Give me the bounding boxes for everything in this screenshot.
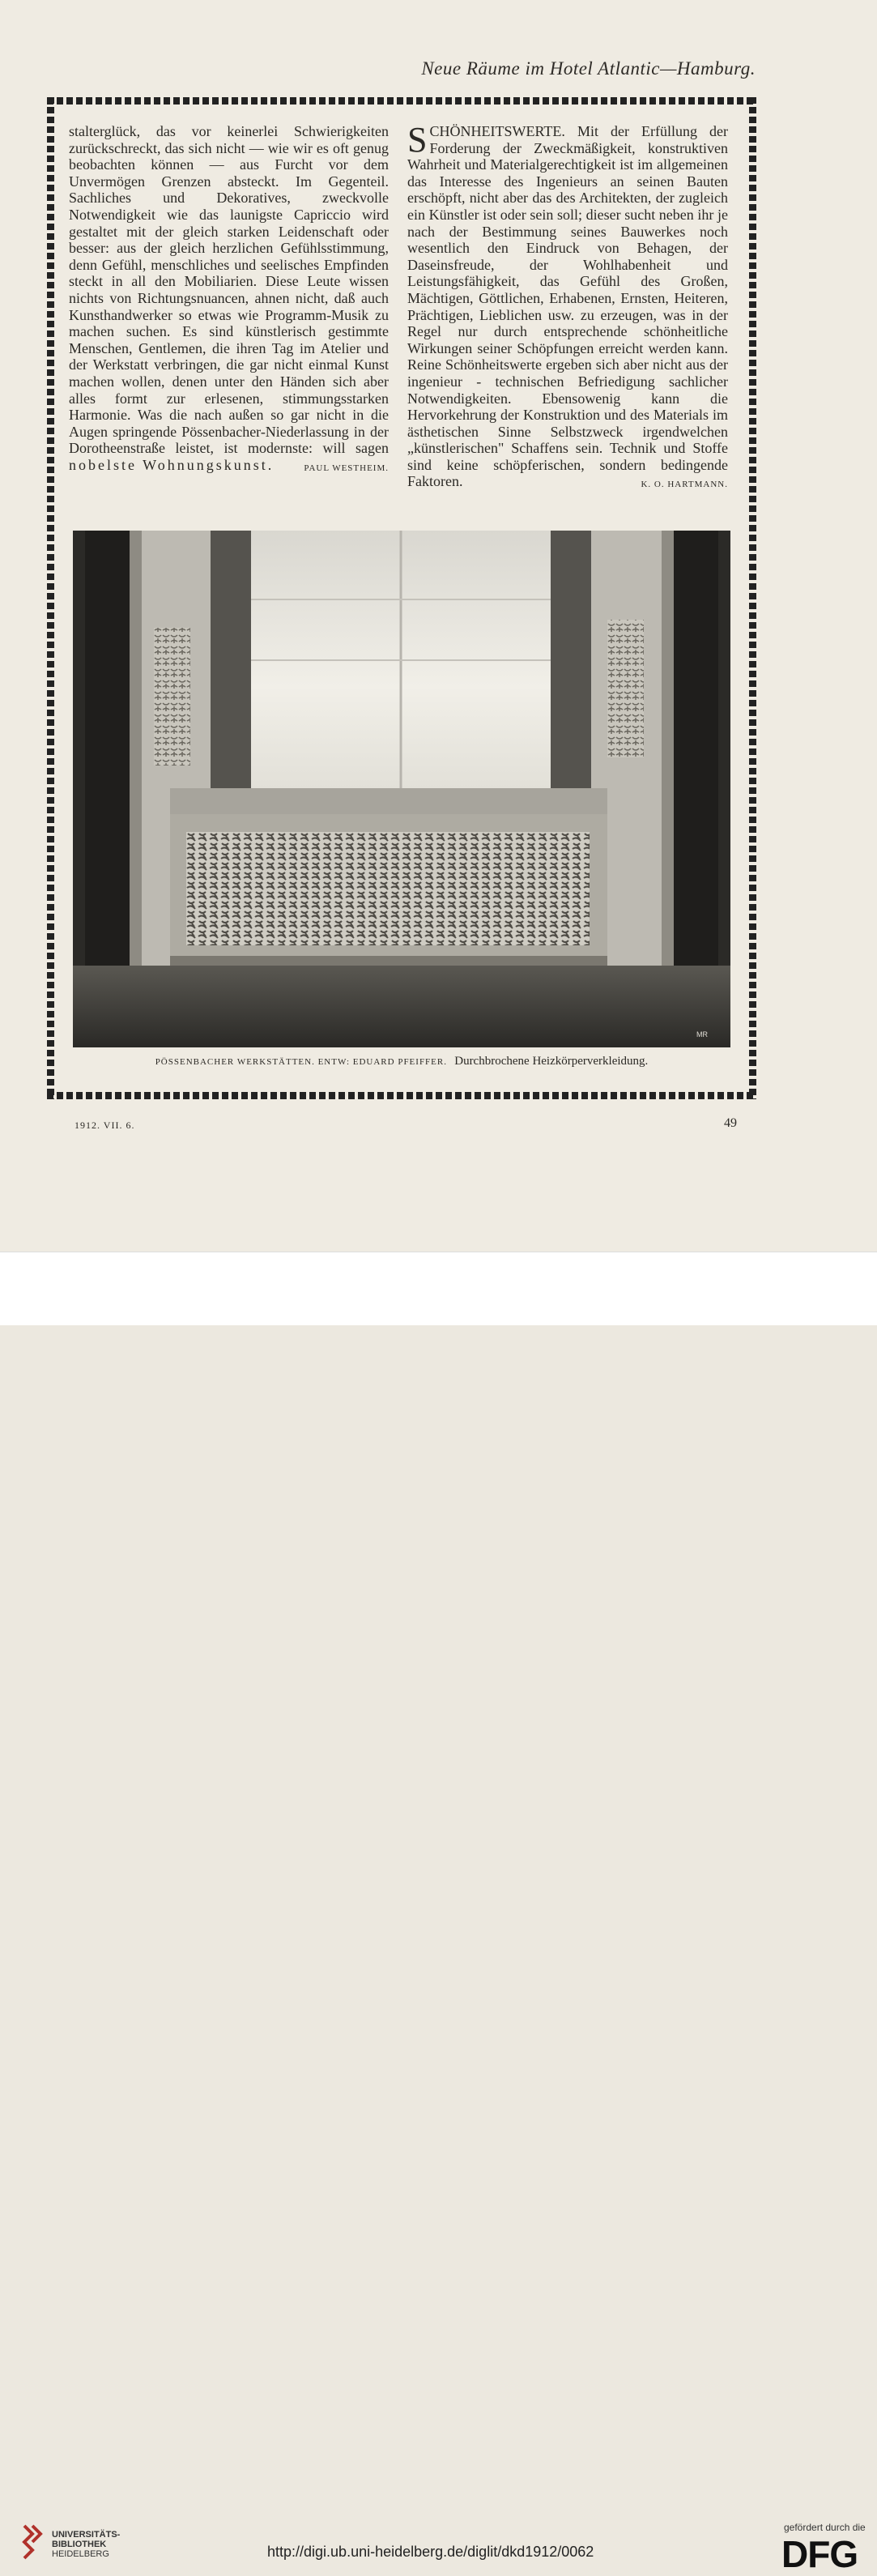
running-head: Neue Räume im Hotel Atlantic—Hamburg. — [421, 58, 756, 79]
issue-date: 1912. VII. 6. — [75, 1120, 135, 1131]
border-bottom — [47, 1092, 756, 1099]
border-left — [47, 97, 54, 1099]
photo-caption — [73, 1055, 730, 1068]
caption-description: Durchbrochene Heizkörperverkleidung. — [454, 1055, 649, 1068]
caption-credit: PÖSSENBACHER WERKSTÄTTEN. ENTW: EDUARD PFEIFFER. — [155, 1057, 447, 1067]
left-column-text: stalterglück, das vor keinerlei Schwierigkeiten zurückschreckt, das sich nicht — wie wir es oft genug beobachten können — aus Furcht vor dem Unvermögen Grenzen absteckt. Im Gegenteil. Sachliches und Dekoratives, zweckvolle Notwendigkeit wie das launigste Capriccio wird gestaltet mit der gleich starken Leidenschaft oder besser: aus der gleich herzlichen Gefühlsstimmung, denn Gefühl, menschliches und seelisches Empfinden steckt in all den Mobiliarien. Diese Leute wissen nichts von Richtungsnuancen, ahnen nicht, daß auch Kunsthandwerker so etwas wie Programm-Musik zu machen suchen. Es sind künstlerisch gestimmte Menschen, Gentlemen, die ihren Tag im Atelier und der Werkstatt verbringen, die gar nicht einmal Kunst machen wollen, denen unter den Händen sich aber alles formt zur erlesenen, stimmungsstarken Harmonie. Was die nach außen so gar nicht in die Augen springende Pössenbacher-Niederlassung in der Dorotheenstraße leistet, ist modernste: will sagen — [69, 123, 389, 457]
scanned-page — [0, 0, 877, 1252]
dfg-logo: DFG — [781, 2533, 858, 2575]
section-heading: CHÖNHEITSWERTE. — [429, 123, 565, 139]
digitization-footer — [0, 1252, 877, 2575]
permalink-url[interactable]: http://digi.ub.uni-heidelberg.de/diglit/dkd1912/0062 — [267, 2544, 594, 2560]
author-signature-hartmann: K. O. HARTMANN. — [641, 480, 728, 490]
drop-cap: S — [407, 120, 428, 160]
border-top — [47, 97, 756, 104]
university-library-logo-icon — [21, 2523, 44, 2561]
author-signature-westheim: PAUL WESTHEIM. — [304, 463, 389, 473]
library-name-line3: HEIDELBERG — [52, 2549, 109, 2559]
right-column-text: Mit der Erfüllung der Forderung der Zweckmäßigkeit, konstruktiven Wahrheit und Materialgerechtigkeit ist im allgemeinen das Interesse des Ingenieurs an seinen Bauten erschöpft, nicht aber das des Architekten, der zugleich ein Künstler ist oder sein soll; dieser sucht neben ihr je nach der Bestimmung seines Bauwerkes noch wesentlich den Eindruck von Behagen, der Daseinsfreude, der Wohlhabenheit und Leistungsfähigkeit, das Gefühl des Großen, Mächtigen, Göttlichen, Erhabenen, Ernsten, Heiteren, Prächtigen, Lieblichen usw. zu erzeugen, was in der Regel nur durch entsprechende schönheitliche Wirkungen seiner Schöpfungen erreicht werden kann. Reine Schönheitswerte ergeben sich aber nicht aus der ingenieur - technischen Befriedigung sachlicher Notwendigkeiten. Ebensowenig kann die Hervorkehrung der Konstruktion und des Materials im ästhetischen Sinne Selbstzweck irgendwelchen „künstlerischen" Schaffens sein. Technik und Stoffe sind keine schöpferischen, sondern bedingende Faktoren. — [407, 123, 729, 490]
left-column-spaced-text: nobelste Wohnungskunst. — [69, 456, 275, 473]
left-column — [69, 123, 389, 476]
funding-note: gefördert durch die — [784, 2522, 866, 2533]
page-number: 49 — [724, 1116, 737, 1130]
library-name — [52, 2530, 120, 2559]
photo-monogram: MR — [696, 1030, 708, 1039]
photo-radiator-cover — [73, 531, 730, 1047]
library-name-line2: BIBLIOTHEK — [52, 2540, 107, 2549]
library-name-line1: UNIVERSITÄTS- — [52, 2530, 121, 2540]
right-column — [407, 120, 729, 493]
border-right — [749, 97, 756, 1099]
